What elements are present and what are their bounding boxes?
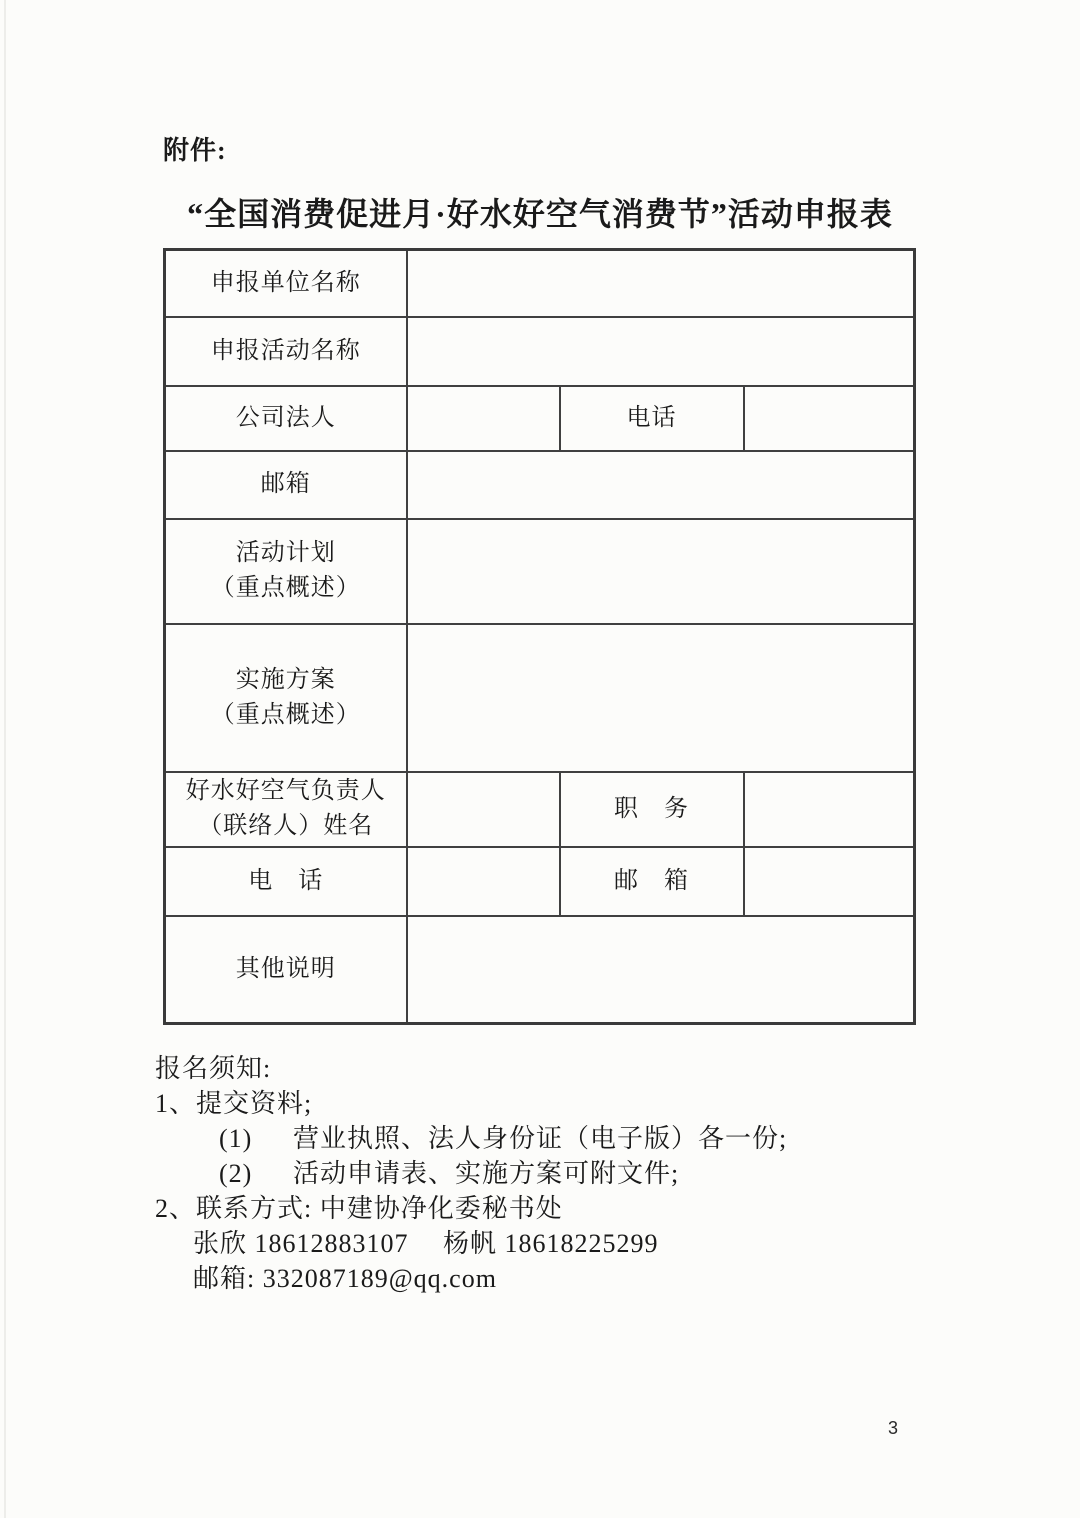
note-subitem-1-num: (1) (219, 1124, 253, 1153)
note-item-2 (155, 1191, 915, 1226)
table-row-activity-plan (165, 519, 915, 624)
contacts-line: 张欣 18612883107 杨帆 18618225299 (193, 1229, 659, 1258)
note-subitem-2-text: 活动申请表、实施方案可附文件; (293, 1159, 680, 1188)
row-label-line1: 实施方案 (235, 666, 336, 693)
value-cell-phone (744, 386, 915, 451)
value-cell-implementation-plan (407, 624, 915, 772)
table-row-other-notes (165, 916, 915, 1024)
row-label-secondary: 电话 (560, 386, 744, 451)
value-cell-activity-plan (407, 519, 915, 624)
notes-heading: 报名须知: (155, 1054, 272, 1083)
table-row-email (165, 451, 915, 519)
table-row-implementation-plan (165, 624, 915, 772)
table-row-contact-person (165, 772, 915, 847)
attachment-label: 附件: (163, 136, 227, 165)
row-label: 申报单位名称 (165, 250, 407, 317)
table-row-activity-name (165, 317, 915, 386)
table-row-legal-person (165, 386, 915, 451)
row-label-secondary: 职 务 (560, 772, 744, 847)
page-number: 3 (888, 1418, 899, 1438)
row-label: 电 话 (165, 847, 407, 916)
value-cell-email (407, 451, 915, 519)
value-cell-unit-name (407, 250, 915, 317)
row-label: 公司法人 (165, 386, 407, 451)
note-item-2-num: 2、 (155, 1194, 197, 1223)
row-label: 申报活动名称 (165, 317, 407, 386)
note-subitem-2-num: (2) (219, 1159, 253, 1188)
row-label-line2: （重点概述） (210, 575, 361, 601)
row-label (165, 519, 407, 624)
note-item-1-text: 提交资料; (196, 1089, 313, 1118)
value-cell-legal-person (407, 386, 560, 451)
value-cell-position (744, 772, 915, 847)
contact-email-line: 邮箱: 332087189@qq.com (193, 1264, 497, 1293)
note-subitem-1-text: 营业执照、法人身份证（电子版）各一份; (293, 1124, 788, 1153)
row-label: 其他说明 (165, 916, 407, 1024)
value-cell-contact-name (407, 772, 560, 847)
row-label-line2: （联络人）姓名 (198, 813, 374, 839)
row-label: 邮箱 (165, 451, 407, 519)
note-item-1 (155, 1086, 915, 1121)
value-cell-contact-phone (407, 847, 560, 916)
page-title: “全国消费促进月·好水好空气消费节”活动申报表 (187, 196, 893, 232)
row-label (165, 772, 407, 847)
note-subitem-2 (155, 1156, 915, 1191)
value-cell-other-notes (407, 916, 915, 1024)
table-row-unit-name (165, 250, 915, 317)
value-cell-contact-email (744, 847, 915, 916)
table-row-contact-phone-email (165, 847, 915, 916)
value-cell-activity-name (407, 317, 915, 386)
row-label (165, 624, 407, 772)
application-form-table (163, 248, 916, 1025)
row-label-line2: （重点概述） (210, 701, 361, 728)
note-subitem-1 (155, 1121, 915, 1156)
note-item-2-text: 联系方式: 中建协净化委秘书处 (196, 1194, 563, 1223)
registration-notes (155, 1051, 915, 1296)
note-item-1-num: 1、 (155, 1089, 197, 1118)
row-label-secondary: 邮 箱 (560, 847, 744, 916)
row-label-line1: 活动计划 (235, 540, 336, 566)
row-label-line1: 好水好空气负责人 (185, 778, 386, 804)
